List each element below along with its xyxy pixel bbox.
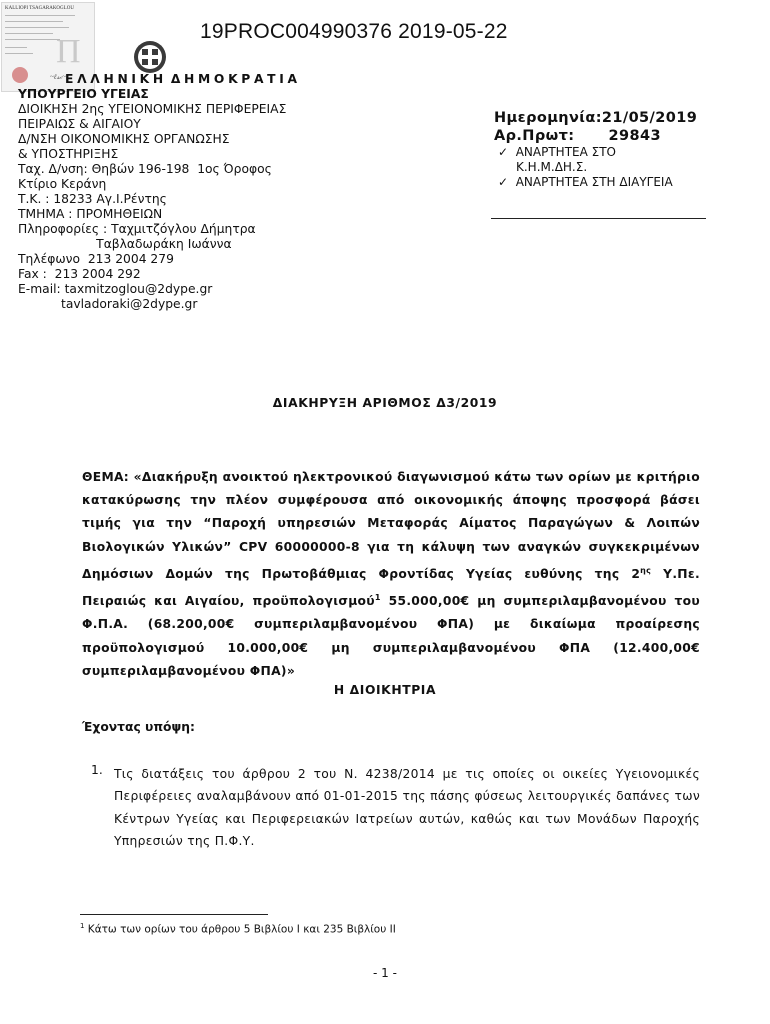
pi-watermark-icon: Π [56,33,81,70]
fax-line: Fax : 213 2004 292 [18,267,141,281]
page-number: - 1 - [373,966,397,980]
posting-item-khmdhs-cont: Κ.Η.Μ.ΔΗ.Σ. [516,160,588,174]
footnote-ref[interactable]: 1 [374,593,381,603]
check-icon: ✓ [498,145,509,159]
list-item-number: 1. [91,763,103,777]
info-contact-line: Πληροφορίες : Ταχμιτζόγλου Δήμητρα [18,222,256,236]
divider-line [491,218,706,219]
subject-paragraph: ΘΕΜΑ: «Διακήρυξη ανοικτού ηλεκτρονικού διαγωνισμού κάτω των ορίων με κριτήριο κατακύρωσης την πλέον συμφέρουσα από οικονομικής άποψης προσφορά βάσει τιμής για την “Παροχή υπηρεσιών Μεταφοράς Αίματος Παραγώγων & Λοιπών Βιολογικών Υλικών” CPV 60000000-8 για τη κάλυψη των αναγκών συγκεκριμένων Δημόσιων Δομών της Πρωτοβάθμιας Φροντίδας Υγείας ευθύνης της $2^{\eta\varsigma}$ Υ.Πε. Πειραιώς και Αιγαίου, προϋπολογισμού$^1$ 55.000,00€ μη συμπεριλαμβανομένου του Φ.Π.Α. (68.200,00€ συμπεριλαμβανομένου ΦΠΑ) με δικαίωμα προαίρεσης προϋπολογισμού 10.000,00€ μη συμπεριλαμβανομένου ΦΠΑ (12.400,00€ συμπεριλαμβανομένου ΦΠΑ)» [82,470,700,678]
director-heading: Η ΔΙΟΙΚΗΤΡΙΑ [333,683,437,697]
issuer-block [18,72,297,312]
footnote [80,922,396,936]
posting-item-khmdhs: ✓ ΑΝΑΡΤΗΤΕΑ ΣΤΟ [498,145,616,159]
date-line: Ημερομηνία:21/05/2019 [494,110,698,126]
list-item: Τις διατάξεις του άρθρου 2 του Ν. 4238/2014 με τις οποίες οι οικείες Υγειονομικές Περιφέρειες αναλαμβάνουν από 01-01-2015 της πάσης φύσεως λειτουργικές δαπάνες των Κέντρων Υγείας και Περιφερειακών Ιατρείων αυτών, καθώς και των Μονάδων Παροχής Υπηρεσιών της Π.Φ.Υ. [114,767,700,849]
state-name: Ε Λ Λ Η Ν Ι Κ Η Δ Η Μ Ο Κ Ρ Α Τ Ι Α [65,72,297,86]
info-contact-line-2: Ταβλαδωράκη Ιωάννα [18,237,232,251]
protocol-label: Αρ.Πρωτ: [494,128,575,144]
email-line-2: tavladoraki@2dype.gr [18,297,198,311]
date-protocol-block [494,109,697,190]
phone-line: Τηλέφωνο 213 2004 279 [18,252,174,266]
having-regard-heading: Έχοντας υπόψη: [82,720,195,734]
directorate-line-2: & ΥΠΟΣΤΗΡΙΞΗΣ [18,147,119,161]
document-id: 19PROC004990376 2019-05-22 [200,20,508,43]
email-line: E-mail: taxmitzoglou@2dype.gr [18,282,213,296]
postal-code-line: Τ.Κ. : 18233 Αγ.Ι.Ρέντης [18,192,167,206]
check-icon: ✓ [498,175,509,189]
building-line: Κτίριο Κεράνη [18,177,107,191]
signature-scribble-icon: ~ℓ𝓈ℴ~ [50,73,67,81]
footnote-mark: 1 [80,922,85,930]
administration-line: ΔΙΟΙΚΗΣΗ 2ης ΥΓΕΙΟΝΟΜΙΚΗΣ ΠΕΡΙΦΕΡΕΙΑΣ [18,102,287,116]
footnote-text: Κάτω των ορίων του άρθρου 5 Βιβλίου Ι και 235 Βιβλίου ΙΙ [84,923,396,936]
ministry-name: ΥΠΟΥΡΓΕΙΟ ΥΓΕΙΑΣ [18,87,149,101]
footnote-separator [80,914,268,915]
posting-item-diavgeia: ✓ ΑΝΑΡΤΗΤΕΑ ΣΤΗ ΔΙΑΥΓΕΙΑ [498,175,673,189]
proclamation-title: ΔΙΑΚΗΡΥΞΗ ΑΡΙΘΜΟΣ Δ3/2019 [272,396,498,410]
region-line: ΠΕΙΡΑΙΩΣ & ΑΙΓΑΙΟΥ [18,117,141,131]
department-line: ΤΜΗΜΑ : ΠΡΟΜΗΘΕΙΩΝ [18,207,163,221]
coat-of-arms-icon [133,40,167,74]
directorate-line: Δ/ΝΣΗ ΟΙΚΟΝΟΜΙΚΗΣ ΟΡΓΑΝΩΣΗΣ [18,132,230,146]
protocol-line [494,127,697,145]
signer-name: KALLIOPI TSAGARAKOGLOU [5,6,74,11]
protocol-number: 29843 [608,128,661,144]
address-line: Ταχ. Δ/νση: Θηβών 196-198 1ος Όροφος [18,162,272,176]
